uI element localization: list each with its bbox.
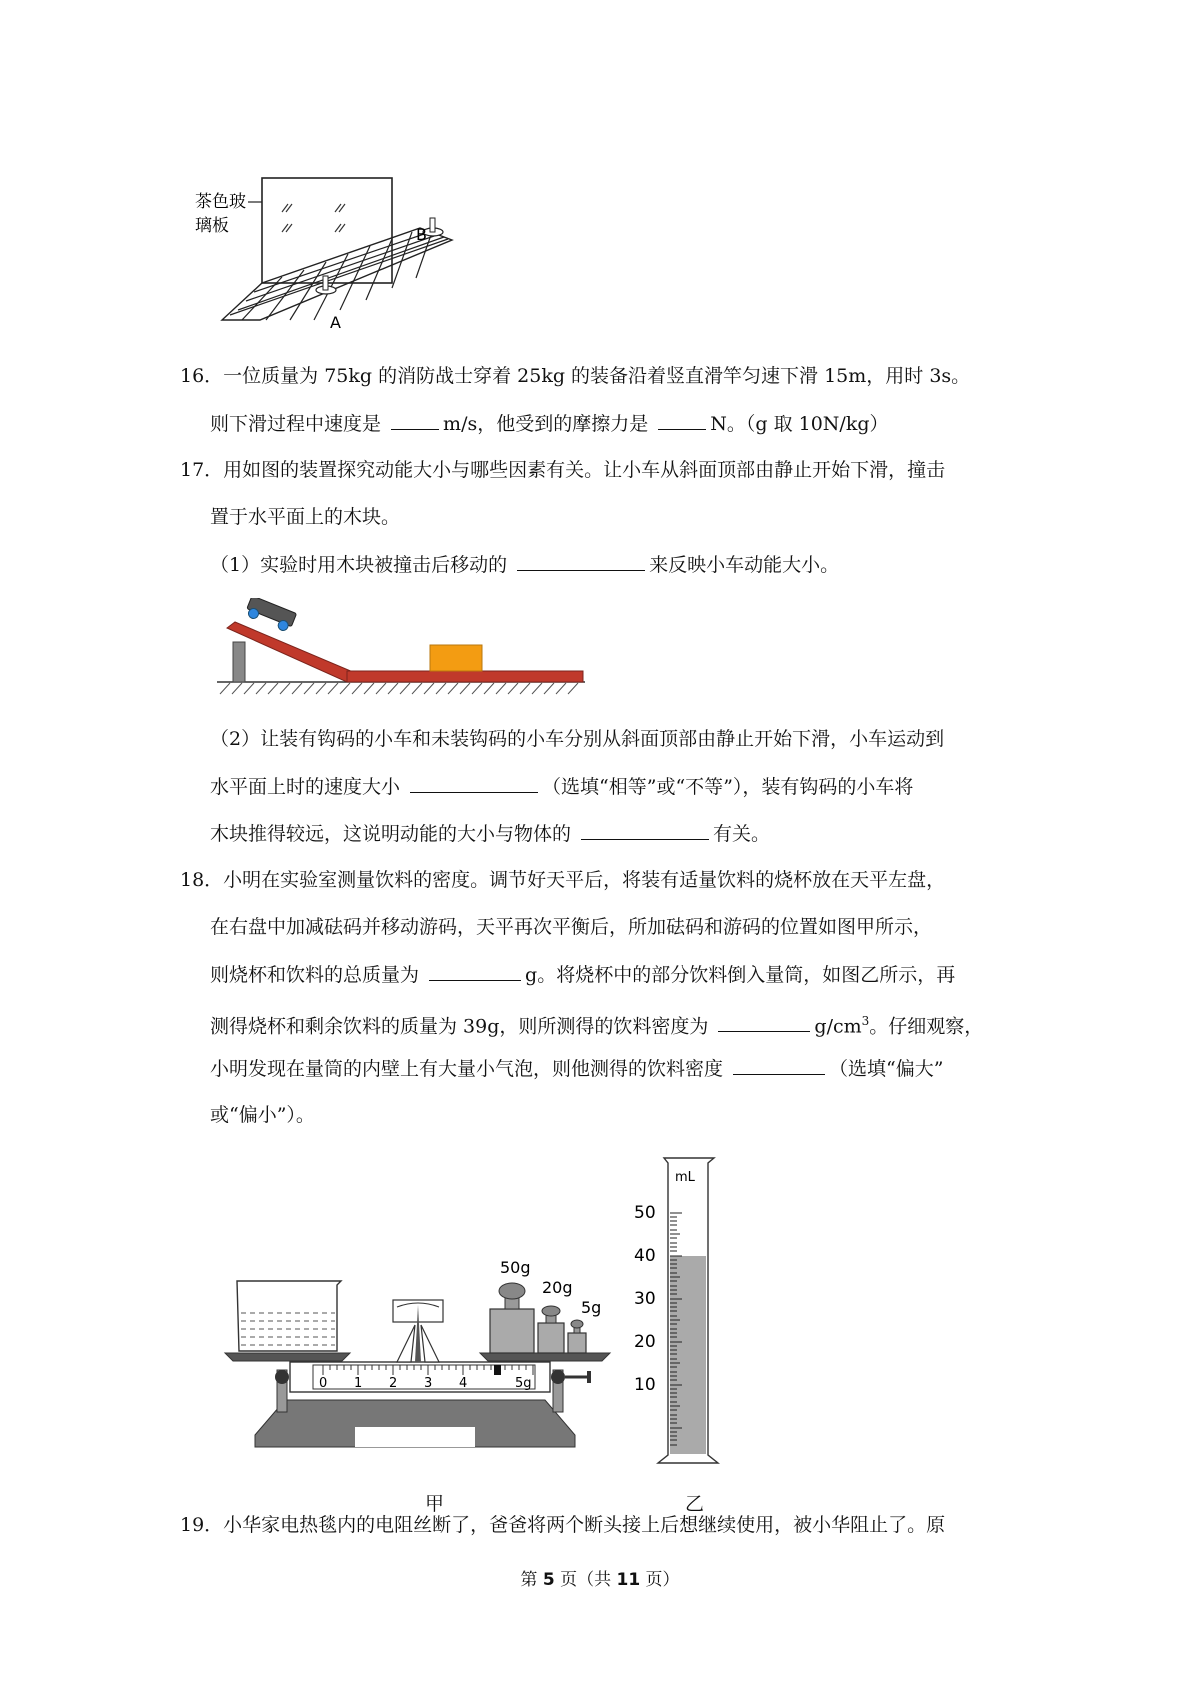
- weight-20g-label: 20g: [542, 1278, 573, 1297]
- q17-blank-factor[interactable]: [581, 821, 709, 840]
- point-b-label: B: [416, 225, 427, 244]
- q18-blank-error[interactable]: [733, 1056, 825, 1075]
- q19-line1: 19．小华家电热毯内的电阻丝断了，爸爸将两个断头接上后想继续使用，被小华阻止了。原: [180, 1514, 946, 1536]
- footer-prefix: 第: [520, 1570, 543, 1590]
- scale-tick-5g: 5g: [515, 1376, 532, 1391]
- q17-sub1: [210, 552, 839, 577]
- q17-sub3-text-b: 有关。: [713, 823, 771, 845]
- q17-sub2-text-a: 水平面上时的速度大小: [210, 776, 407, 798]
- q17-sub3-text-a: 木块推得较远，这说明动能的大小与物体的: [210, 823, 578, 845]
- rider[interactable]: [494, 1365, 501, 1375]
- cylinder-unit: mL: [675, 1170, 695, 1185]
- q18-line3-text-b: g。将烧杯中的部分饮料倒入量筒，如图乙所示，再: [525, 964, 956, 986]
- weight-20g-icon: [538, 1306, 564, 1353]
- beaker-icon: [237, 1281, 341, 1351]
- scale-tick-4: 4: [459, 1376, 468, 1391]
- q17-line2: 置于水平面上的木块。: [210, 506, 401, 528]
- q18-line6: 或“偏小”）。: [210, 1104, 315, 1126]
- q16-blank-speed[interactable]: [391, 411, 439, 430]
- q18-line1: 18．小明在实验室测量饮料的密度。调节好天平后，将装有适量饮料的烧杯放在天平左盘，: [180, 869, 946, 891]
- footer-page: 5: [542, 1570, 555, 1590]
- q18-line5-text-a: 小明发现在量筒的内壁上有大量小气泡，则他测得的饮料密度: [210, 1058, 730, 1080]
- q18-line4-text-a: 测得烧杯和剩余饮料的质量为 39g，则所测得的饮料密度为: [210, 1015, 715, 1038]
- q16-blank-friction[interactable]: [658, 411, 706, 430]
- cylinder-caption: 乙: [685, 1493, 705, 1515]
- q16-line1: 16．一位质量为 75kg 的消防战士穿着 25kg 的装备沿着竖直滑竿匀速下滑 15m，用时 3s。: [180, 365, 971, 387]
- q18-line4: [210, 1009, 983, 1038]
- q17-sub2-text-b: （选填“相等”或“不等”），装有钩码的小车将: [542, 776, 914, 798]
- balance-figure: [215, 1215, 625, 1485]
- q18-line4-sup: 3: [861, 1014, 870, 1028]
- cylinder-figure: [630, 1155, 740, 1485]
- page-footer: [0, 1565, 1200, 1590]
- weight-5g-label: 5g: [581, 1298, 602, 1317]
- q18-blank-density[interactable]: [718, 1013, 810, 1032]
- weight-5g-icon: [568, 1320, 586, 1353]
- q18-line5-text-b: （选填“偏大”: [829, 1058, 944, 1080]
- balance-caption: 甲: [425, 1493, 445, 1515]
- footer-suffix: 页）: [640, 1570, 680, 1590]
- weight-50g-label: 50g: [500, 1258, 531, 1277]
- q16-line2: [210, 411, 889, 436]
- q18-line4-text-c: 。仔细观察，: [869, 1015, 984, 1038]
- footer-total: 11: [616, 1570, 641, 1590]
- cylinder-tick-40: 40: [634, 1246, 656, 1266]
- q17-sub2-line1: （2）让装有钩码的小车和未装钩码的小车分别从斜面顶部由静止开始下滑，小车运动到: [210, 728, 945, 750]
- q17-sub1-text-a: （1）实验时用木块被撞击后移动的: [210, 554, 514, 576]
- q16-text-c: N。（g 取 10N/kg）: [710, 413, 889, 435]
- glass-label-line1: 茶色玻: [195, 192, 246, 212]
- cylinder-tick-30: 30: [634, 1289, 656, 1309]
- q17-sub2-line2: [210, 774, 913, 799]
- scale-tick-2: 2: [389, 1376, 398, 1391]
- q17-line1: 17．用如图的装置探究动能大小与哪些因素有关。让小车从斜面顶部由静止开始下滑，撞击: [180, 459, 946, 481]
- cylinder-tick-10: 10: [634, 1375, 656, 1395]
- scale-tick-1: 1: [354, 1376, 363, 1391]
- q16-text-b: m/s，他受到的摩擦力是: [443, 413, 655, 435]
- scale-tick-3: 3: [424, 1376, 433, 1391]
- q18-line5: [210, 1056, 943, 1081]
- ramp-figure: [215, 598, 585, 703]
- cart-icon: [244, 598, 296, 633]
- q17-sub1-text-b: 来反映小车动能大小。: [649, 554, 840, 576]
- q17-blank-speed[interactable]: [410, 774, 538, 793]
- q18-line2: 在右盘中加减砝码并移动游码，天平再次平衡后，所加砝码和游码的位置如图甲所示，: [210, 916, 933, 938]
- q17-blank-distance[interactable]: [517, 552, 645, 571]
- weight-50g-icon: [490, 1283, 534, 1353]
- glass-label-line2: 璃板: [195, 216, 229, 236]
- q18-blank-mass[interactable]: [429, 962, 521, 981]
- scale-tick-0: 0: [319, 1376, 328, 1391]
- q17-sub2-line3: [210, 821, 770, 846]
- glass-plate-figure: [190, 160, 470, 335]
- q18-line3-text-a: 则烧杯和饮料的总质量为: [210, 964, 426, 986]
- q18-line4-unit: g/cm: [814, 1015, 862, 1038]
- point-a-label: A: [330, 313, 341, 332]
- q18-line3: [210, 962, 955, 987]
- q16-text-a: 则下滑过程中速度是: [210, 413, 388, 435]
- cylinder-tick-50: 50: [634, 1203, 656, 1223]
- footer-middle: 页（共: [554, 1570, 617, 1590]
- cylinder-tick-20: 20: [634, 1332, 656, 1352]
